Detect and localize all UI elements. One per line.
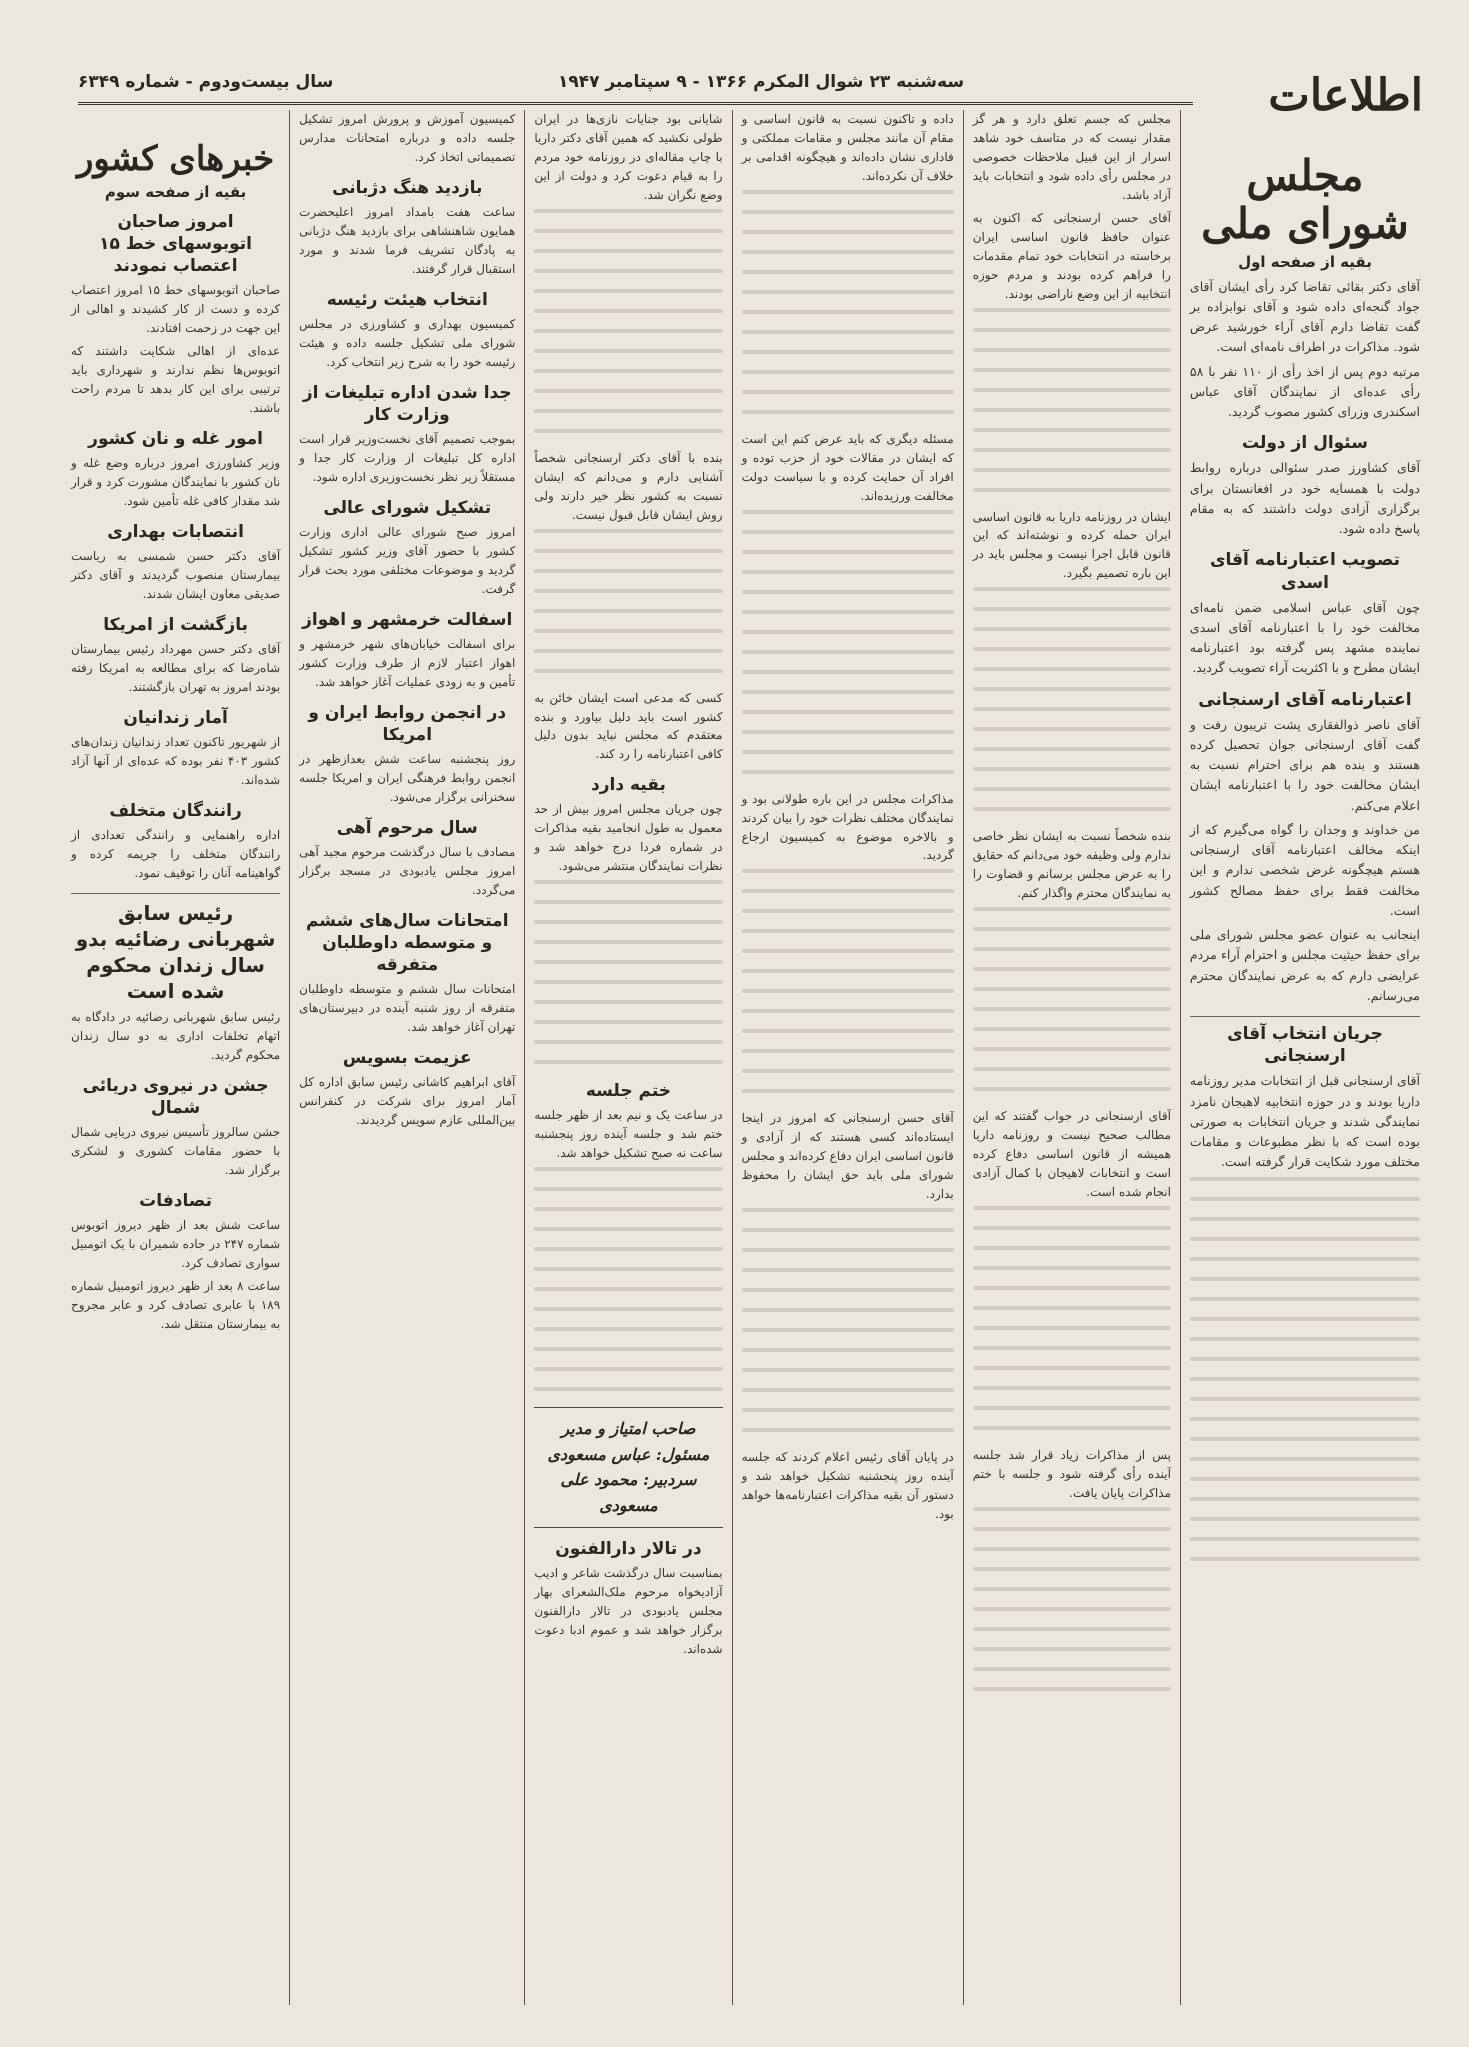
paragraph: ساعت ۸ بعد از ظهر دیروز اتومبیل شماره ۱۸۹ با عابری تصادف کرد و عابر مجروح به بیمارستان منتقل شد. [71, 1278, 281, 1331]
text-filler [534, 880, 722, 1064]
paragraph: من خداوند و وجدان را گواه می‌گیرم که از اینکه مخالف اعتبارنامه آقای ارسنجانی هستم هیچگونه غرض شخصی ندارم و این مخالفت فقط برای حفظ مصالح کشور است. [1189, 821, 1420, 918]
section-title: سال مرحوم آهی [336, 817, 478, 838]
paragraph: آقای دکتر حسن شمسی به ریاست بیمارستان منصوب گردیدند و آقای دکتر صدیقی معاون ایشان شدند. [71, 549, 281, 601]
paragraph: اینجانب به عنوان عضو مجلس شورای ملی برای حفظ حیثیت مجلس و احترام آراء مردم عرایضی دارم که به عرض نمایندگان محترم می‌رسانم. [1189, 927, 1420, 1003]
text-filler [742, 190, 954, 414]
paragraph: برای اسفالت خیابان‌های شهر خرمشهر و اهواز اعتبار لازم از طرف وزارت کشور تأمین و به زودی عملیات آغاز خواهد شد. [299, 636, 516, 689]
paragraph: مجلس که جسم تعلق دارد و هر گز مقدار نیست که در متاسف خود شاهد اسرار از این قبیل ملاحظات خصوصی در مجلس رأی داده شود و انتخابات باید آزاد باشد. [972, 112, 1171, 202]
paragraph: کمیسیون آموزش و پرورش امروز تشکیل جلسه داده و درباره امتحانات مدارس تصمیماتی اتخاذ کرد. [299, 112, 516, 164]
section-title: انتصابات بهداری [107, 522, 244, 542]
paragraph: ایشان در روزنامه داریا به قانون اساسی ایران حمله کرده و نوشته‌اند که این قانون قابل اجرا نیست و مجلس باید در این باره تصمیم بگیرد. [972, 509, 1171, 581]
section-title: ختم جلسه [585, 1081, 672, 1102]
section-title: در انجمن روابط ایران و امریکا [308, 702, 507, 745]
section-title: رئیس سابق شهربانی رضائیه بدو سال زندان محکوم شده است [71, 893, 280, 1004]
section-title: امروز صاحبان اتوبوسهای خط ۱۵ اعتصاب نمودند [99, 212, 253, 277]
paragraph: ساعت هفت بامداد امروز اعلیحضرت همایون شاهنشاهی برای بازدید هنگ دژبانی به پادگان تشریف فرما شدند و مورد استقبال قرار گرفتند. [299, 204, 516, 276]
section-title: بازدید هنگ دژبانی [332, 177, 483, 198]
text-filler [973, 907, 1171, 1091]
paragraph: بموجب تصمیم آقای نخست‌وزیر قرار است اداره کل تبلیغات از وزارت کار جدا و مستقلاً زیر نظر نخست‌وزیری اداره شود. [299, 431, 516, 484]
text-filler [742, 510, 954, 774]
text-filler [534, 529, 722, 673]
column-5 [289, 110, 524, 2005]
masthead-logo: اطلاعات [1193, 70, 1429, 134]
paragraph: بنده با آقای دکتر ارسنجانی شخصاً آشنایی دارم و می‌دانم که ایشان نسبت به کشور نظر خیر دارند ولی روش ایشان قابل قبول نیست. [534, 450, 723, 522]
paragraph: جشن سالروز تأسیس نیروی دریایی شمال با حضور مقامات کشوری و لشکری برگزار شد. [71, 1124, 281, 1177]
section-title: سئوال از دولت [1241, 433, 1368, 454]
paragraph: آقای دکتر حسن مهرداد رئیس بیمارستان شاه‌رضا که برای مطالعه به امریکا رفته بودند امروز به تهران بازگشتند. [71, 642, 281, 694]
text-filler [742, 1208, 954, 1432]
paragraph: آقای ارسنجانی در جواب گفتند که این مطالب صحیح نیست و روزنامه داریا همیشه از قانون اساسی دفاع کرده است و انتخابات لاهیجان با کمال آزادی انجام شده است. [972, 1109, 1171, 1199]
section-title: رانندگان متخلف [109, 800, 242, 821]
headline-parliament: مجلس شورای ملی [1201, 151, 1409, 249]
paragraph: روز پنجشنبه ساعت شش بعدازظهر در انجمن روابط فرهنگی ایران و امریکا جلسه سخنرانی برگزار می‌شود. [299, 751, 516, 804]
paragraph: آقای حسن ارسنجانی که امروز در اینجا ایستاده‌اند کسی هستند که از آزادی و قانون اساسی ایران دفاع کرده‌اند و مجلس شورای ملی باید حق ایشان را محفوظ بدارد. [741, 1111, 954, 1202]
paragraph: مرتبه دوم پس از اخذ رأی از ۱۱۰ نفر با ۵۸ رأی عده‌ای از نمایندگان آقای عباس اسکندری وزرای کشور مصوب گردید. [1189, 363, 1420, 420]
column-1 [1180, 110, 1429, 2005]
text-filler [1190, 1177, 1420, 1561]
column-4 [524, 110, 731, 2005]
section-title: اسفالت خرمشهر و اهواز [302, 609, 513, 630]
paragraph: مصادف با سال درگذشت مرحوم مجید آهی امروز مجلس یادبودی در مسجد برگزار می‌گردد. [299, 844, 516, 897]
paragraph: چون جریان مجلس امروز بیش از حد معمول به طول انجامید بقیه مذاکرات در شماره فردا درج خواهد شد و نظرات نمایندگان منتشر می‌شود. [534, 802, 723, 874]
paragraph: آقای حسن ارسنجانی که اکنون به عنوان حافظ قانون اساسی ایران برخاسته در انتخابات خود تمام مقدمات را فراهم کرده بودند و مردم حوزه انتخابیه از این وضع ناراضی بودند. [972, 210, 1171, 301]
section-title: تشکیل شورای عالی [323, 497, 492, 518]
text-filler [973, 1507, 1171, 1691]
paragraph: کسی که مدعی است ایشان خائن به کشور است باید دلیل بیاورد و بنده معتقدم که مجلس نباید بدون دلیل کافی اعتبارنامه را رد کند. [534, 690, 723, 762]
publisher-credits [534, 1407, 722, 1527]
section-title: تصویب اعتبارنامه آقای اسدی [1209, 550, 1400, 593]
paragraph: از شهریور تاکنون تعداد زندانیان زندان‌های کشور ۴۰۳ نفر بوده که عده‌ای از آنها آزاد شده‌اند. [71, 735, 281, 787]
paragraph: پس از مذاکرات زیاد قرار شد جلسه آینده رأی گرفته شود و جلسه با ختم مذاکرات پایان یافت. [972, 1447, 1171, 1500]
paragraph: مسئله دیگری که باید عرض کنم این است که ایشان در مقالات خود از حزب توده و افراد آن حمایت کرده و با سیاست دولت مخالفت ورزیده‌اند. [741, 431, 954, 503]
section-title: اعتبارنامه آقای ارسنجانی [1198, 689, 1412, 710]
paragraph: آقای ابراهیم کاشانی رئیس سابق اداره کل آمار امروز برای شرکت در کنفرانس بین‌المللی عازم سویس گردیدند. [299, 1074, 516, 1127]
paragraph: بنده شخصاً نسبت به ایشان نظر خاصی ندارم ولی وظیفه خود می‌دانم که حقایق را به عرض مجلس برسانم و قضاوت را به نمایندگان محترم واگذار کنم. [972, 829, 1171, 901]
publisher-line: صاحب امتیاز و مدیر مسئول: عباس مسعودی [547, 1419, 710, 1464]
text-filler [534, 1167, 722, 1391]
article-columns [62, 110, 1429, 2005]
paragraph: آقای ناصر ذوالفقاری پشت تریبون رفت و گفت آقای ارسنجانی جوان تحصیل کرده هستند و بنده هم برای احترام نسبت به ایشان مخالفت خود را با اعتبارنامه ایشان اعلام می‌کنم. [1189, 716, 1420, 813]
paragraph: صاحبان اتوبوسهای خط ۱۵ امروز اعتصاب کرده و دست از کار کشیدند و اهالی از این جهت در زحمت افتادند. [71, 283, 281, 336]
section-title: بازگشت از امریکا [103, 614, 248, 635]
paragraph: در ساعت یک و نیم بعد از ظهر جلسه ختم شد و جلسه آینده روز پنجشنبه ساعت نه صبح تشکیل خواهد شد. [534, 1108, 723, 1161]
headline-national-news: خبرهای کشور [76, 139, 275, 179]
paragraph: کمیسیون بهداری و کشاورزی در مجلس شورای ملی تشکیل جلسه داده و هیئت رئیسه خود را به شرح زیر انتخاب کرد. [299, 316, 516, 369]
continued-note: بقیه از صفحه اول [1238, 252, 1372, 271]
section-title: جریان انتخاب آقای ارسنجانی [1190, 1016, 1420, 1067]
paragraph: آقای دکتر بقائی تقاضا کرد رأی ایشان آقای جواد گنجه‌ای داده شود و آقای نوابزاده بر گفت تقاضا دارم آقای آراء خورشید عرض شود. مذاکرات در اطراف نامه‌ای است. [1189, 278, 1420, 355]
paragraph: رئیس سابق شهربانی رضائیه در دادگاه به اتهام تخلفات اداری به دو سال زندان محکوم گردید. [71, 1009, 281, 1062]
column-3 [732, 110, 963, 2005]
continued-note: بقیه از صفحه سوم [104, 183, 247, 202]
section-title: بقیه دارد [591, 775, 666, 796]
paragraph: بمناسبت سال درگذشت شاعر و ادیب آزادیخواه مرحوم ملک‌الشعرای بهار مجلس یادبودی در تالار دارالفنون برگزار خواهد شد و عموم ادبا دعوت شده‌اند. [534, 1565, 723, 1656]
section-title: عزیمت بسویس [342, 1047, 472, 1068]
paragraph: شایانی بود جنایات نازی‌ها در ایران طولی نکشید که همین آقای دکتر داریا با چاپ مقاله‌ای در روزنامه خود مردم را به قیام دعوت کرد و دولت از این وضع نگران شد. [534, 112, 723, 202]
section-title: در تالار دارالفنون [555, 1538, 702, 1559]
text-filler [742, 869, 954, 1093]
section-title: امور غله و نان کشور [88, 429, 263, 450]
paragraph: آقای کشاورز صدر سئوالی درباره روابط دولت با همسایه خود در افغانستان برای برگزاری آزادی دولت داشتند که به مقام پاسخ داده شود. [1189, 460, 1420, 537]
paragraph: وزیر کشاورزی امروز درباره وضع غله و نان کشور با نمایندگان مشورت کرد و قرار شد مقدار کافی غله تأمین شود. [71, 456, 281, 509]
column-6 [62, 110, 289, 2005]
paragraph: عده‌ای از اهالی شکایت داشتند که اتوبوس‌ها نظم ندارند و شهرداری باید ترتیبی برای این کار بدهد تا مردم راحت باشند. [71, 344, 281, 416]
section-title: جدا شدن اداره تبلیغات از وزارت کار [302, 382, 512, 425]
text-filler [534, 209, 722, 433]
section-title: آمار زندانیان [123, 707, 228, 728]
text-filler [973, 1206, 1171, 1430]
column-2 [963, 110, 1180, 2005]
paragraph: ساعت شش بعد از ظهر دیروز اتوبوس شماره ۲۴۷ در جاده شمیران با یک اتومبیل سواری تصادف کرد. [71, 1217, 281, 1270]
section-title: جشن در نیروی دریائی شمال [82, 1075, 269, 1118]
issue-line: سال بیست‌ودوم - شماره ۶۳۴۹ [78, 72, 334, 92]
paragraph: امتحانات سال ششم و متوسطه داوطلبان متفرقه از روز شنبه آینده در دبیرستان‌های تهران آغاز خواهد شد. [299, 981, 516, 1034]
paragraph: داده و تاکنون نسبت به قانون اساسی و مقام آن مانند مجلس و مقامات مملکتی و فاداری نشان داده‌اند و هیچگونه اقدامی بر خلاف آن نکرده‌اند. [741, 112, 954, 183]
paragraph: امروز صبح شورای عالی اداری وزارت کشور با حضور آقای وزیر کشور تشکیل گردید و موضوعات مختلفی مورد بحث قرار گرفت. [299, 524, 516, 596]
text-filler [973, 308, 1171, 492]
section-title: امتحانات سال‌های ششم و متوسطه داوطلبان متفرقه [305, 910, 509, 975]
section-title: تصادفات [139, 1190, 212, 1211]
paragraph: مذاکرات مجلس در این باره طولانی بود و نمایندگان مختلف نظرات خود را بیان کردند و بالاخره موضوع به کمیسیون ارجاع گردید. [741, 791, 954, 863]
editor-line: سردبیر: محمود علی مسعودی [560, 1470, 697, 1516]
section-title: انتخاب هیئت رئیسه [326, 289, 488, 310]
paragraph: چون آقای عباس اسلامی ضمن نامه‌ای مخالفت خود را با اعتبارنامه آقای اسدی نماینده مشهد پس گرفته بود اعتبارنامه ایشان مطرح و با اکثریت آراء تصویب گردید. [1189, 599, 1420, 676]
paragraph: آقای ارسنجانی قبل از انتخابات مدیر روزنامه داریا بودند و در حوزه انتخابیه لاهیجان نامزد نمایندگی شدند و جریان انتخابات به صورتی بوده است که با نظر مطبوعات و مقامات مختلف مورد شکایت قرار گرفته است. [1189, 1073, 1420, 1170]
text-filler [973, 587, 1171, 811]
paragraph: در پایان آقای رئیس اعلام کردند که جلسه آینده روز پنجشنبه تشکیل خواهد شد و دستور آن بقیه مذاکرات اعتبارنامه‌ها خواهد بود. [741, 1450, 954, 1522]
date-line: سه‌شنبه ۲۳ شوال المکرم ۱۳۶۶ - ۹ سپتامبر ۱۹۴۷ [558, 72, 965, 92]
paragraph: اداره راهنمایی و رانندگی تعدادی از رانندگان متخلف را جریمه کرده و گواهینامه آنان را توقیف نمود. [71, 827, 281, 880]
